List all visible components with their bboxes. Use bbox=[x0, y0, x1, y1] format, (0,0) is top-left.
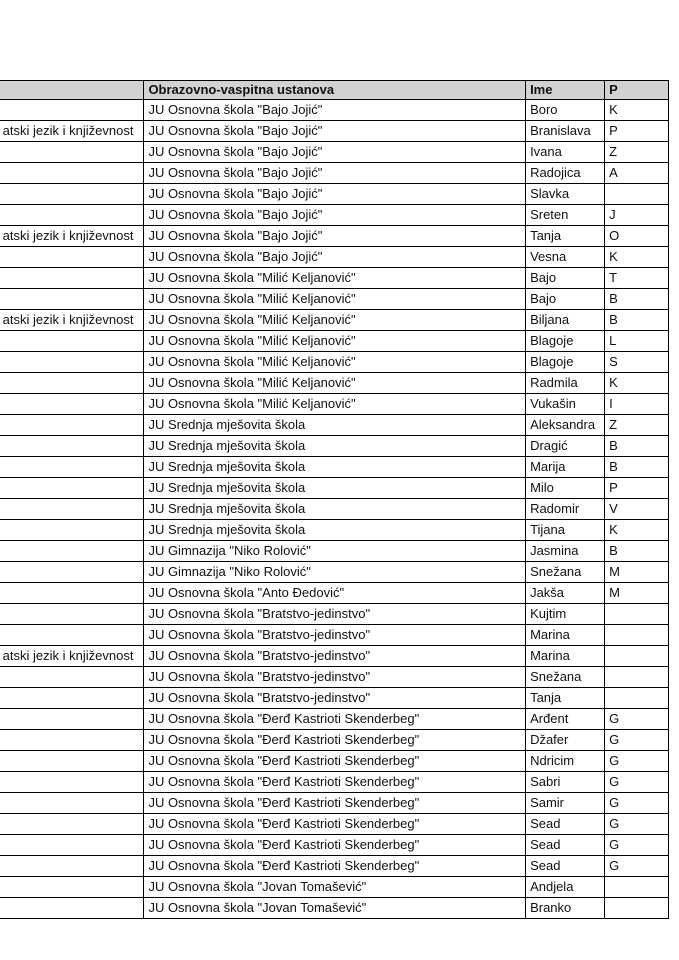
cell-ustanova: JU Osnovna škola "Bajo Jojić" bbox=[144, 247, 526, 268]
cell-predmet bbox=[0, 499, 144, 520]
cell-predmet: atski jezik i književnost bbox=[0, 226, 144, 247]
table-row bbox=[0, 499, 669, 520]
cell-prezime: L bbox=[605, 331, 669, 352]
cell-ustanova: JU Osnovna škola "Milić Keljanović" bbox=[144, 373, 526, 394]
cell-prezime: G bbox=[605, 835, 669, 856]
cell-ustanova: JU Osnovna škola "Đerđ Kastrioti Skenderbeg" bbox=[144, 856, 526, 877]
cell-prezime: G bbox=[605, 709, 669, 730]
table-row bbox=[0, 730, 669, 751]
cell-prezime: K bbox=[605, 100, 669, 121]
table-row bbox=[0, 835, 669, 856]
cell-ustanova: JU Osnovna škola "Bratstvo-jedinstvo" bbox=[144, 604, 526, 625]
cell-predmet bbox=[0, 751, 144, 772]
cell-ustanova: JU Srednja mješovita škola bbox=[144, 520, 526, 541]
cell-predmet: atski jezik i književnost bbox=[0, 310, 144, 331]
cell-prezime: M bbox=[605, 562, 669, 583]
table-row bbox=[0, 877, 669, 898]
cell-ime: Vesna bbox=[526, 247, 605, 268]
cell-ustanova: JU Srednja mješovita škola bbox=[144, 478, 526, 499]
cell-predmet bbox=[0, 184, 144, 205]
table-row bbox=[0, 667, 669, 688]
cell-ime: Tanja bbox=[526, 226, 605, 247]
cell-ustanova: JU Osnovna škola "Milić Keljanović" bbox=[144, 289, 526, 310]
cell-prezime bbox=[605, 688, 669, 709]
cell-prezime: B bbox=[605, 289, 669, 310]
table-row bbox=[0, 625, 669, 646]
cell-ime: Bajo bbox=[526, 289, 605, 310]
cell-prezime bbox=[605, 898, 669, 919]
cell-predmet: atski jezik i književnost bbox=[0, 121, 144, 142]
table-row bbox=[0, 247, 669, 268]
cell-ime: Vukašin bbox=[526, 394, 605, 415]
cell-ime: Blagoje bbox=[526, 352, 605, 373]
table-row bbox=[0, 373, 669, 394]
cell-ime: Radomir bbox=[526, 499, 605, 520]
cell-predmet bbox=[0, 583, 144, 604]
cell-ime: Jasmina bbox=[526, 541, 605, 562]
cell-ime: Biljana bbox=[526, 310, 605, 331]
cell-ime: Slavka bbox=[526, 184, 605, 205]
column-header-ustanova: Obrazovno-vaspitna ustanova bbox=[144, 81, 526, 100]
cell-prezime: K bbox=[605, 373, 669, 394]
cell-ime: Sead bbox=[526, 856, 605, 877]
cell-predmet bbox=[0, 394, 144, 415]
cell-predmet bbox=[0, 856, 144, 877]
cell-predmet bbox=[0, 352, 144, 373]
cell-prezime: G bbox=[605, 730, 669, 751]
table-row bbox=[0, 226, 669, 247]
cell-predmet bbox=[0, 688, 144, 709]
cell-prezime: V bbox=[605, 499, 669, 520]
table-row bbox=[0, 793, 669, 814]
table-row bbox=[0, 478, 669, 499]
cell-ime: Jakša bbox=[526, 583, 605, 604]
table-row bbox=[0, 142, 669, 163]
cell-predmet bbox=[0, 520, 144, 541]
cell-ustanova: JU Srednja mješovita škola bbox=[144, 415, 526, 436]
cell-prezime: S bbox=[605, 352, 669, 373]
table-row bbox=[0, 688, 669, 709]
cell-prezime: P bbox=[605, 121, 669, 142]
cell-ustanova: JU Osnovna škola "Đerđ Kastrioti Skenderbeg" bbox=[144, 730, 526, 751]
table-row bbox=[0, 772, 669, 793]
cell-ime: Snežana bbox=[526, 667, 605, 688]
cell-predmet bbox=[0, 667, 144, 688]
cell-predmet bbox=[0, 709, 144, 730]
table-row bbox=[0, 814, 669, 835]
cell-predmet bbox=[0, 100, 144, 121]
cell-ime: Dragić bbox=[526, 436, 605, 457]
cell-prezime bbox=[605, 604, 669, 625]
cell-ustanova: JU Osnovna škola "Bajo Jojić" bbox=[144, 205, 526, 226]
cell-ustanova: JU Osnovna škola "Bratstvo-jedinstvo" bbox=[144, 688, 526, 709]
cell-ime: Blagoje bbox=[526, 331, 605, 352]
cell-ime: Boro bbox=[526, 100, 605, 121]
cell-ustanova: JU Osnovna škola "Bajo Jojić" bbox=[144, 121, 526, 142]
cell-ime: Ndricim bbox=[526, 751, 605, 772]
cell-predmet bbox=[0, 289, 144, 310]
cell-prezime bbox=[605, 646, 669, 667]
cell-ime: Tijana bbox=[526, 520, 605, 541]
cell-prezime: M bbox=[605, 583, 669, 604]
cell-ustanova: JU Osnovna škola "Bratstvo-jedinstvo" bbox=[144, 667, 526, 688]
cell-ime: Radmila bbox=[526, 373, 605, 394]
table-row bbox=[0, 415, 669, 436]
cell-predmet bbox=[0, 625, 144, 646]
cell-prezime: G bbox=[605, 772, 669, 793]
table-row bbox=[0, 856, 669, 877]
table-row bbox=[0, 352, 669, 373]
cell-ime: Sead bbox=[526, 814, 605, 835]
cell-ime: Radojica bbox=[526, 163, 605, 184]
cell-ime: Džafer bbox=[526, 730, 605, 751]
cell-ustanova: JU Osnovna škola "Milić Keljanović" bbox=[144, 352, 526, 373]
cell-predmet bbox=[0, 772, 144, 793]
cell-ustanova: JU Srednja mješovita škola bbox=[144, 457, 526, 478]
cell-prezime: G bbox=[605, 793, 669, 814]
cell-ime: Andjela bbox=[526, 877, 605, 898]
table-row bbox=[0, 394, 669, 415]
cell-ustanova: JU Osnovna škola "Đerđ Kastrioti Skenderbeg" bbox=[144, 793, 526, 814]
cell-prezime bbox=[605, 667, 669, 688]
cell-prezime: B bbox=[605, 436, 669, 457]
cell-ustanova: JU Srednja mješovita škola bbox=[144, 436, 526, 457]
cell-ustanova: JU Osnovna škola "Bratstvo-jedinstvo" bbox=[144, 646, 526, 667]
cell-ustanova: JU Srednja mješovita škola bbox=[144, 499, 526, 520]
table-row bbox=[0, 709, 669, 730]
cell-ustanova: JU Gimnazija "Niko Rolović" bbox=[144, 562, 526, 583]
cell-predmet bbox=[0, 877, 144, 898]
cell-predmet bbox=[0, 562, 144, 583]
cell-ustanova: JU Osnovna škola "Đerđ Kastrioti Skenderbeg" bbox=[144, 814, 526, 835]
cell-predmet bbox=[0, 541, 144, 562]
cell-prezime: B bbox=[605, 310, 669, 331]
table-row bbox=[0, 310, 669, 331]
cell-prezime: Z bbox=[605, 415, 669, 436]
cell-ustanova: JU Osnovna škola "Milić Keljanović" bbox=[144, 310, 526, 331]
cell-predmet bbox=[0, 373, 144, 394]
cell-predmet bbox=[0, 163, 144, 184]
cell-ustanova: JU Osnovna škola "Bajo Jojić" bbox=[144, 100, 526, 121]
table-row bbox=[0, 604, 669, 625]
cell-ustanova: JU Osnovna škola "Đerđ Kastrioti Skenderbeg" bbox=[144, 751, 526, 772]
cell-predmet bbox=[0, 436, 144, 457]
cell-predmet bbox=[0, 247, 144, 268]
cell-predmet bbox=[0, 604, 144, 625]
table-row bbox=[0, 205, 669, 226]
table-row bbox=[0, 520, 669, 541]
cell-predmet bbox=[0, 142, 144, 163]
cell-ustanova: JU Osnovna škola "Milić Keljanović" bbox=[144, 331, 526, 352]
table-row bbox=[0, 163, 669, 184]
column-header-ime: Ime bbox=[526, 81, 605, 100]
cell-prezime: Z bbox=[605, 142, 669, 163]
cell-predmet bbox=[0, 814, 144, 835]
cell-ime: Marina bbox=[526, 625, 605, 646]
cell-ime: Marija bbox=[526, 457, 605, 478]
cell-predmet bbox=[0, 835, 144, 856]
table-row bbox=[0, 289, 669, 310]
cell-prezime: P bbox=[605, 478, 669, 499]
table-row bbox=[0, 562, 669, 583]
cell-predmet bbox=[0, 415, 144, 436]
cell-ime: Arđent bbox=[526, 709, 605, 730]
table-body bbox=[0, 100, 669, 919]
cell-prezime: I bbox=[605, 394, 669, 415]
cell-prezime: K bbox=[605, 520, 669, 541]
cell-ustanova: JU Osnovna škola "Bajo Jojić" bbox=[144, 184, 526, 205]
table-row bbox=[0, 751, 669, 772]
cell-predmet bbox=[0, 478, 144, 499]
cell-ustanova: JU Osnovna škola "Đerđ Kastrioti Skenderbeg" bbox=[144, 835, 526, 856]
cell-ustanova: JU Osnovna škola "Bajo Jojić" bbox=[144, 142, 526, 163]
table-row bbox=[0, 268, 669, 289]
cell-ime: Ivana bbox=[526, 142, 605, 163]
cell-ustanova: JU Osnovna škola "Milić Keljanović" bbox=[144, 394, 526, 415]
cell-prezime: T bbox=[605, 268, 669, 289]
cell-prezime: G bbox=[605, 856, 669, 877]
cell-ime: Sabri bbox=[526, 772, 605, 793]
table-row bbox=[0, 436, 669, 457]
employees-table bbox=[0, 80, 669, 919]
table-row bbox=[0, 331, 669, 352]
cell-ime: Milo bbox=[526, 478, 605, 499]
cell-predmet bbox=[0, 268, 144, 289]
table-row bbox=[0, 541, 669, 562]
cell-prezime: K bbox=[605, 247, 669, 268]
cell-prezime bbox=[605, 625, 669, 646]
cell-predmet bbox=[0, 793, 144, 814]
table-row bbox=[0, 121, 669, 142]
cell-ime: Sreten bbox=[526, 205, 605, 226]
table-row bbox=[0, 100, 669, 121]
cell-ustanova: JU Osnovna škola "Bajo Jojić" bbox=[144, 226, 526, 247]
table-row bbox=[0, 457, 669, 478]
table-row bbox=[0, 898, 669, 919]
cell-prezime: G bbox=[605, 751, 669, 772]
cell-ime: Snežana bbox=[526, 562, 605, 583]
cell-ime: Aleksandra bbox=[526, 415, 605, 436]
cell-predmet: atski jezik i književnost bbox=[0, 646, 144, 667]
table-row bbox=[0, 583, 669, 604]
cell-ustanova: JU Osnovna škola "Bratstvo-jedinstvo" bbox=[144, 625, 526, 646]
cell-prezime bbox=[605, 184, 669, 205]
cell-ime: Tanja bbox=[526, 688, 605, 709]
cell-ime: Sead bbox=[526, 835, 605, 856]
cell-ustanova: JU Osnovna škola "Jovan Tomašević" bbox=[144, 877, 526, 898]
cell-ustanova: JU Osnovna škola "Anto Đedović" bbox=[144, 583, 526, 604]
cell-ustanova: JU Gimnazija "Niko Rolović" bbox=[144, 541, 526, 562]
cell-prezime: J bbox=[605, 205, 669, 226]
cell-predmet bbox=[0, 898, 144, 919]
cell-ime: Marina bbox=[526, 646, 605, 667]
cell-predmet bbox=[0, 457, 144, 478]
cell-prezime: G bbox=[605, 814, 669, 835]
cell-ustanova: JU Osnovna škola "Bajo Jojić" bbox=[144, 163, 526, 184]
cell-prezime: A bbox=[605, 163, 669, 184]
table-header-row bbox=[0, 81, 669, 100]
column-header-prezime: P bbox=[605, 81, 669, 100]
cell-ustanova: JU Osnovna škola "Jovan Tomašević" bbox=[144, 898, 526, 919]
cell-prezime: B bbox=[605, 457, 669, 478]
cell-predmet bbox=[0, 205, 144, 226]
cell-prezime bbox=[605, 877, 669, 898]
table-row bbox=[0, 646, 669, 667]
cell-prezime: B bbox=[605, 541, 669, 562]
cell-predmet bbox=[0, 730, 144, 751]
cell-prezime: O bbox=[605, 226, 669, 247]
table-row bbox=[0, 184, 669, 205]
cell-ime: Bajo bbox=[526, 268, 605, 289]
cell-ustanova: JU Osnovna škola "Đerđ Kastrioti Skenderbeg" bbox=[144, 709, 526, 730]
cell-ustanova: JU Osnovna škola "Đerđ Kastrioti Skenderbeg" bbox=[144, 772, 526, 793]
cell-ime: Samir bbox=[526, 793, 605, 814]
cell-ime: Kujtim bbox=[526, 604, 605, 625]
column-header-predmet bbox=[0, 81, 144, 100]
cell-ustanova: JU Osnovna škola "Milić Keljanović" bbox=[144, 268, 526, 289]
cell-ime: Branislava bbox=[526, 121, 605, 142]
cell-ime: Branko bbox=[526, 898, 605, 919]
cell-predmet bbox=[0, 331, 144, 352]
